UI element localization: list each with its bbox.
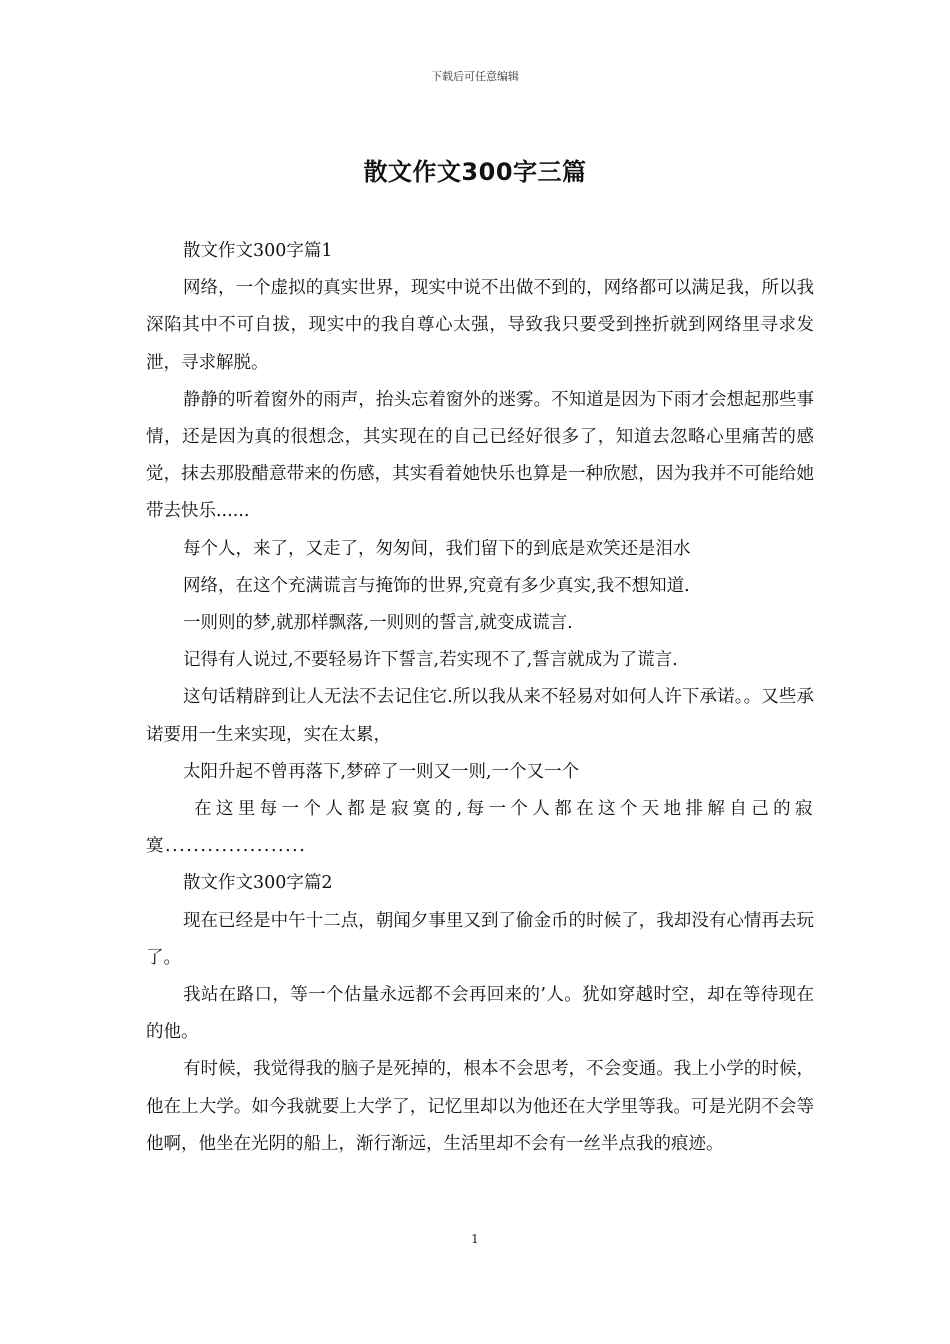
section-heading-1: 散文作文300字篇1 [183,241,333,261]
header-note: 下载后可任意编辑 [431,70,519,83]
document-body [146,233,814,1163]
paragraph: 太阳升起不曾再落下,梦碎了一则又一则,一个又一个 [183,761,580,782]
paragraph: 在这里每一个人都是寂寞的,每一个人都在这个天地排解自己的寂寞.................... [146,799,814,857]
paragraph: 记得有人说过,不要轻易许下誓言,若实现不了,誓言就成为了谎言. [183,650,678,671]
paragraph: 一则则的梦,就那样飘落,一则则的誓言,就变成谎言. [183,613,573,634]
paragraph: 每个人，来了，又走了，匆匆间，我们留下的到底是欢笑还是泪水 [183,538,691,559]
document-title: 散文作文300字三篇 [363,158,587,186]
paragraph: 我站在路口，等一个估量永远都不会再回来的’人。犹如穿越时空，却在等待现在的他。 [146,985,814,1043]
paragraph: 现在已经是中午十二点，朝闻夕事里又到了偷金币的时候了，我却没有心情再去玩了。 [146,910,814,968]
paragraph: 这句话精辟到让人无法不去记住它.所以我从来不轻易对如何人许下承诺。。又些承诺要用一生来实现，实在太累， [146,687,814,745]
page-number: 1 [471,1232,479,1246]
paragraph: 有时候，我觉得我的脑子是死掉的，根本不会思考，不会变通。我上小学的时候，他在上大学。如今我就要上大学了，记忆里却以为他还在大学里等我。可是光阴不会等他啊，他坐在光阴的船上，渐行渐远，生活里却不会有一丝半点我的痕迹。 [146,1059,814,1154]
paragraph: 网络，在这个充满谎言与掩饰的世界,究竟有多少真实,我不想知道. [183,575,690,596]
paragraph: 网络，一个虚拟的真实世界，现实中说不出做不到的，网络都可以满足我，所以我深陷其中不可自拔，现实中的我自尊心太强，导致我只要受到挫折就到网络里寻求发泄，寻求解脱。 [146,278,814,373]
paragraph: 静静的听着窗外的雨声，抬头忘着窗外的迷雾。不知道是因为下雨才会想起那些事情，还是因为真的很想念，其实现在的自己已经好很多了，知道去忽略心里痛苦的感觉，抹去那股醋意带来的伤感，其实看着她快乐也算是一种欣慰，因为我并不可能给她带去快乐...... [146,389,814,522]
section-heading-2: 散文作文300字篇2 [183,873,333,894]
